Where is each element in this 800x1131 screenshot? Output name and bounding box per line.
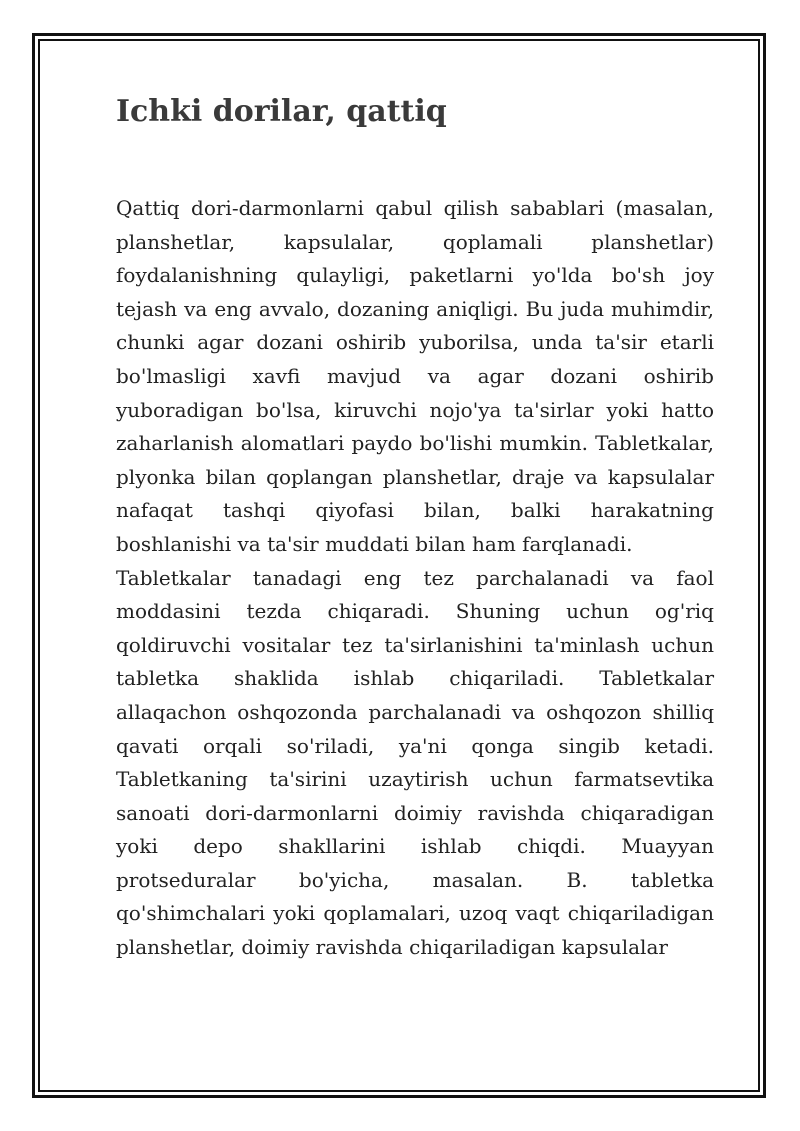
- paragraph-2: Tabletkalar tanadagi eng tez parchalanadi va faol moddasini tezda chiqaradi. Shuning uchun og'riq qoldiruvchi vositalar tez ta'sirlanishini ta'minlash uchun tabletka shaklida ishlab chiqariladi. Tabletkalar allaqachon oshqozonda parchalanadi va oshqozon shilliq qavati orqali so'riladi, ya'ni qonga singib ketadi. Tabletkaning ta'sirini uzaytirish uchun farmatsevtika sanoati dori-darmonlarni doimiy ravishda chiqaradigan yoki depo shakllarini ishlab chiqdi. Muayyan protseduralar bo'yicha, masalan. B. tabletka qo'shimchalari yoki qoplamalari, uzoq vaqt chiqariladigan planshetlar, doimiy ravishda chiqariladigan kapsulalar: [116, 565, 714, 960]
- document-title: Ichki dorilar, qattiq: [116, 94, 447, 129]
- paragraph-1: Qattiq dori-darmonlarni qabul qilish sabablari (masalan, planshetlar, kapsulalar, qoplamali planshetlar) foydalanishning qulayligi, paketlarni yo'lda bo'sh joy tejash va eng avvalo, dozaning aniqligi. Bu juda muhimdir, chunki agar dozani oshirib yuborilsa, unda ta'sir etarli bo'lmasligi xavfi mavjud va agar dozani oshirib yuboradigan bo'lsa, kiruvchi nojo'ya ta'sirlar yoki hatto zaharlanish alomatlari paydo bo'lishi mumkin. Tabletkalar, plyonka bilan qoplangan planshetlar, draje va kapsulalar nafaqat tashqi qiyofasi bilan, balki harakatning boshlanishi va ta'sir muddati bilan ham farqlanadi.: [116, 196, 714, 556]
- document-content: [116, 92, 714, 965]
- document-body: [116, 192, 714, 965]
